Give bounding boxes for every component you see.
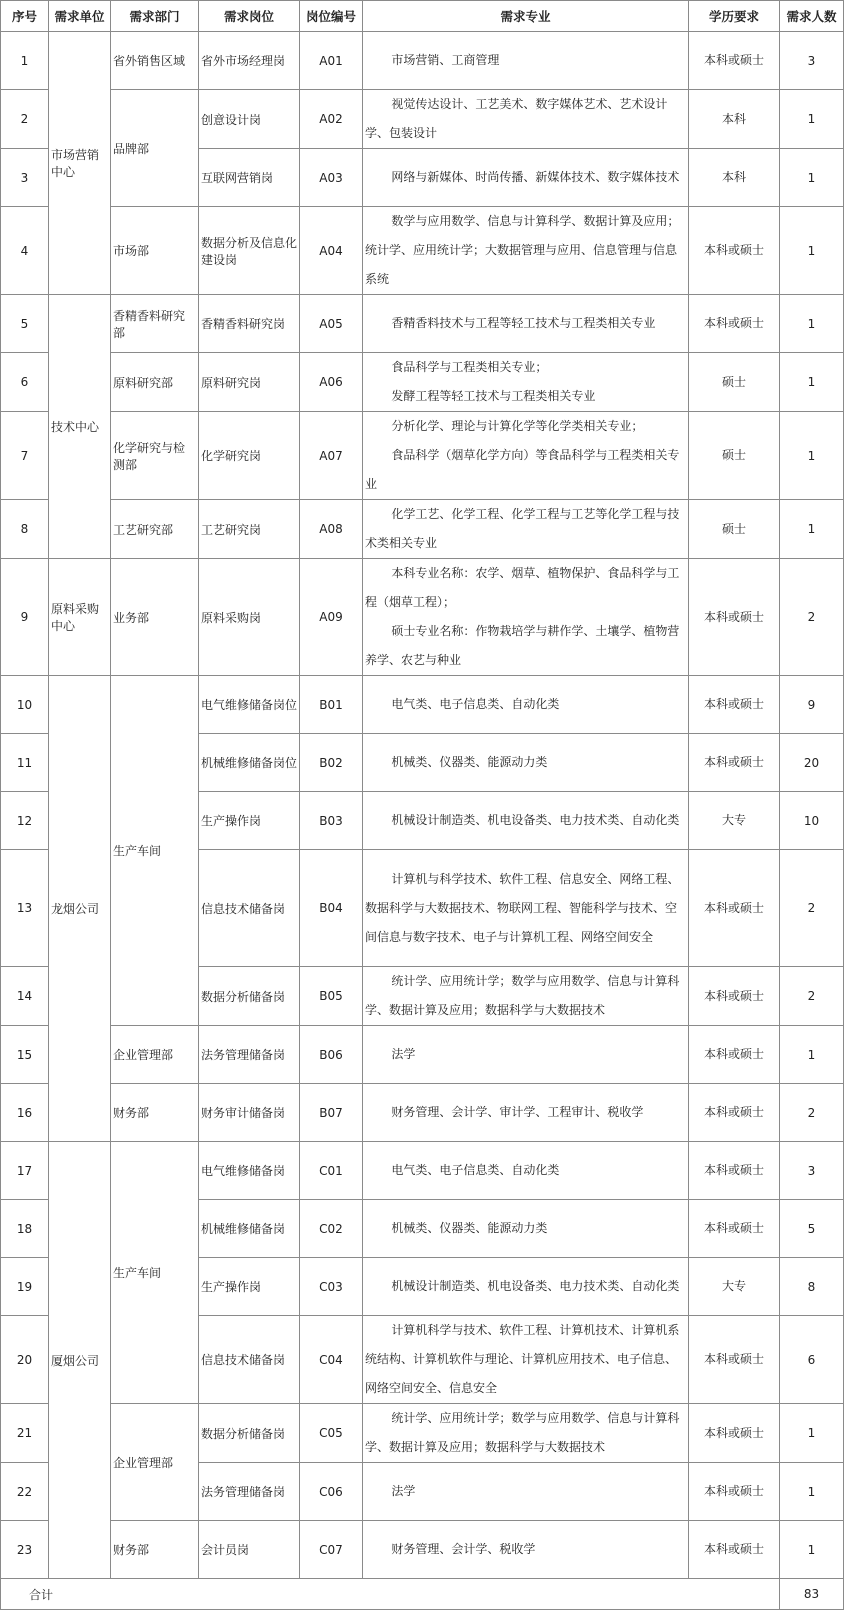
cell-major xyxy=(363,1258,689,1316)
cell-no: 6 xyxy=(1,353,49,412)
cell-code: C03 xyxy=(300,1258,363,1316)
cell-code: B01 xyxy=(300,676,363,734)
major-line: 电气类、电子信息类、自动化类 xyxy=(391,1163,560,1177)
cell-department: 业务部 xyxy=(111,559,199,676)
cell-post: 信息技术储备岗 xyxy=(199,850,300,967)
table-row xyxy=(1,90,844,149)
cell-code: A03 xyxy=(300,149,363,207)
header-post: 需求岗位 xyxy=(199,1,300,32)
cell-education: 本科或硕士 xyxy=(689,676,780,734)
cell-no: 20 xyxy=(1,1316,49,1404)
major-line: 机械类、仪器类、能源动力类 xyxy=(391,755,548,769)
cell-major xyxy=(363,850,689,967)
cell-code: B03 xyxy=(300,792,363,850)
table-row xyxy=(1,500,844,559)
cell-post: 法务管理储备岗 xyxy=(199,1026,300,1084)
cell-code: A09 xyxy=(300,559,363,676)
cell-unit: 厦烟公司 xyxy=(49,1142,111,1579)
cell-count: 9 xyxy=(780,676,844,734)
cell-education: 本科或硕士 xyxy=(689,1200,780,1258)
total-label: 合计 xyxy=(1,1579,780,1610)
cell-department: 化学研究与检测部 xyxy=(111,412,199,500)
major-line: 本科专业名称：农学、烟草、植物保护、食品科学与工程（烟草工程）； xyxy=(365,566,680,609)
cell-post: 数据分析储备岗 xyxy=(199,967,300,1026)
cell-education: 本科或硕士 xyxy=(689,1463,780,1521)
major-line: 香精香料技术与工程等轻工技术与工程类相关专业 xyxy=(391,316,656,330)
major-line: 化学工艺、化学工程、化学工程与工艺等化学工程与技术类相关专业 xyxy=(365,507,680,550)
header-unit: 需求单位 xyxy=(49,1,111,32)
table-row xyxy=(1,1142,844,1200)
cell-major xyxy=(363,1026,689,1084)
table-row xyxy=(1,32,844,90)
cell-code: C01 xyxy=(300,1142,363,1200)
cell-no: 1 xyxy=(1,32,49,90)
cell-no: 22 xyxy=(1,1463,49,1521)
cell-education: 硕士 xyxy=(689,500,780,559)
major-line: 财务管理、会计学、税收学 xyxy=(391,1542,536,1556)
cell-major xyxy=(363,90,689,149)
cell-department: 省外销售区域 xyxy=(111,32,199,90)
cell-count: 1 xyxy=(780,353,844,412)
major-line: 计算机与科学技术、软件工程、信息安全、网络工程、数据科学与大数据技术、物联网工程、智能科学与技术、空间信息与数字技术、电子与计算机工程、网络空间安全 xyxy=(365,871,680,944)
cell-department: 香精香料研究部 xyxy=(111,295,199,353)
cell-education: 本科 xyxy=(689,149,780,207)
cell-education: 大专 xyxy=(689,1258,780,1316)
major-line: 食品科学与工程类相关专业； xyxy=(391,360,548,374)
table-row xyxy=(1,353,844,412)
cell-education: 本科或硕士 xyxy=(689,967,780,1026)
cell-major xyxy=(363,149,689,207)
cell-major xyxy=(363,559,689,676)
table-row xyxy=(1,1026,844,1084)
cell-post: 会计员岗 xyxy=(199,1521,300,1579)
cell-post: 互联网营销岗 xyxy=(199,149,300,207)
major-line: 视觉传达设计、工艺美术、数字媒体艺术、艺术设计学、包装设计 xyxy=(365,97,668,140)
table-row xyxy=(1,207,844,295)
cell-code: A08 xyxy=(300,500,363,559)
major-line: 计算机科学与技术、软件工程、计算机技术、计算机系统结构、计算机软件与理论、计算机应用技术、电子信息、网络空间安全、信息安全 xyxy=(365,1323,680,1395)
total-row xyxy=(1,1579,844,1610)
major-line: 法学 xyxy=(391,1047,416,1061)
table-row xyxy=(1,1521,844,1579)
cell-major xyxy=(363,1084,689,1142)
cell-major xyxy=(363,412,689,500)
cell-major xyxy=(363,1200,689,1258)
cell-education: 本科或硕士 xyxy=(689,1142,780,1200)
table-row xyxy=(1,676,844,734)
cell-code: C04 xyxy=(300,1316,363,1404)
cell-department: 生产车间 xyxy=(111,1142,199,1404)
header-major: 需求专业 xyxy=(363,1,689,32)
cell-education: 本科或硕士 xyxy=(689,559,780,676)
cell-education: 本科或硕士 xyxy=(689,850,780,967)
cell-count: 2 xyxy=(780,559,844,676)
cell-post: 原料采购岗 xyxy=(199,559,300,676)
cell-no: 13 xyxy=(1,850,49,967)
cell-post: 省外市场经理岗 xyxy=(199,32,300,90)
cell-no: 15 xyxy=(1,1026,49,1084)
cell-no: 23 xyxy=(1,1521,49,1579)
header-no: 序号 xyxy=(1,1,49,32)
cell-no: 4 xyxy=(1,207,49,295)
major-line: 机械设计制造类、机电设备类、电力技术类、自动化类 xyxy=(391,1279,680,1293)
table-row xyxy=(1,1404,844,1463)
cell-no: 2 xyxy=(1,90,49,149)
cell-education: 本科 xyxy=(689,90,780,149)
cell-education: 本科或硕士 xyxy=(689,734,780,792)
cell-major xyxy=(363,1316,689,1404)
cell-post: 工艺研究岗 xyxy=(199,500,300,559)
major-line: 财务管理、会计学、审计学、工程审计、税收学 xyxy=(391,1105,644,1119)
cell-no: 21 xyxy=(1,1404,49,1463)
cell-major xyxy=(363,1521,689,1579)
cell-code: A04 xyxy=(300,207,363,295)
cell-count: 2 xyxy=(780,1084,844,1142)
total-count: 83 xyxy=(780,1579,844,1610)
cell-unit: 原料采购中心 xyxy=(49,559,111,676)
major-line: 电气类、电子信息类、自动化类 xyxy=(391,697,560,711)
cell-no: 12 xyxy=(1,792,49,850)
cell-education: 硕士 xyxy=(689,412,780,500)
cell-major xyxy=(363,1463,689,1521)
cell-major xyxy=(363,792,689,850)
major-line: 发酵工程等轻工技术与工程类相关专业 xyxy=(391,389,596,403)
cell-no: 17 xyxy=(1,1142,49,1200)
cell-department: 企业管理部 xyxy=(111,1404,199,1521)
table-row xyxy=(1,559,844,676)
cell-code: C05 xyxy=(300,1404,363,1463)
cell-no: 5 xyxy=(1,295,49,353)
cell-post: 信息技术储备岗 xyxy=(199,1316,300,1404)
major-line: 硕士专业名称：作物栽培学与耕作学、土壤学、植物营养学、农艺与种业 xyxy=(365,624,680,667)
cell-education: 本科或硕士 xyxy=(689,1026,780,1084)
cell-major xyxy=(363,353,689,412)
cell-major xyxy=(363,500,689,559)
table-row xyxy=(1,1084,844,1142)
cell-post: 香精香料研究岗 xyxy=(199,295,300,353)
cell-count: 1 xyxy=(780,1026,844,1084)
cell-code: B04 xyxy=(300,850,363,967)
cell-count: 20 xyxy=(780,734,844,792)
cell-no: 11 xyxy=(1,734,49,792)
cell-code: B07 xyxy=(300,1084,363,1142)
major-line: 食品科学（烟草化学方向）等食品科学与工程类相关专业 xyxy=(365,448,680,491)
cell-count: 1 xyxy=(780,90,844,149)
cell-education: 本科或硕士 xyxy=(689,207,780,295)
major-line: 数学与应用数学、信息与计算科学、数据计算及应用；统计学、应用统计学；大数据管理与应用、信息管理与信息系统 xyxy=(365,214,680,286)
cell-count: 3 xyxy=(780,32,844,90)
cell-count: 1 xyxy=(780,207,844,295)
cell-department: 市场部 xyxy=(111,207,199,295)
cell-education: 硕士 xyxy=(689,353,780,412)
cell-count: 8 xyxy=(780,1258,844,1316)
cell-post: 创意设计岗 xyxy=(199,90,300,149)
cell-major xyxy=(363,1404,689,1463)
cell-unit: 技术中心 xyxy=(49,295,111,559)
cell-count: 10 xyxy=(780,792,844,850)
cell-no: 14 xyxy=(1,967,49,1026)
cell-department: 财务部 xyxy=(111,1084,199,1142)
cell-count: 5 xyxy=(780,1200,844,1258)
cell-major xyxy=(363,207,689,295)
cell-count: 2 xyxy=(780,967,844,1026)
cell-code: A07 xyxy=(300,412,363,500)
cell-code: B05 xyxy=(300,967,363,1026)
cell-department: 品牌部 xyxy=(111,90,199,207)
cell-major xyxy=(363,967,689,1026)
cell-department: 原料研究部 xyxy=(111,353,199,412)
cell-code: A01 xyxy=(300,32,363,90)
cell-count: 1 xyxy=(780,1463,844,1521)
cell-code: C06 xyxy=(300,1463,363,1521)
major-line: 统计学、应用统计学；数学与应用数学、信息与计算科学、数据计算及应用；数据科学与大数据技术 xyxy=(365,974,680,1017)
cell-count: 3 xyxy=(780,1142,844,1200)
header-count: 需求人数 xyxy=(780,1,844,32)
cell-post: 原料研究岗 xyxy=(199,353,300,412)
cell-no: 19 xyxy=(1,1258,49,1316)
cell-count: 2 xyxy=(780,850,844,967)
header-department: 需求部门 xyxy=(111,1,199,32)
cell-count: 1 xyxy=(780,295,844,353)
cell-major xyxy=(363,734,689,792)
cell-education: 本科或硕士 xyxy=(689,32,780,90)
cell-department: 工艺研究部 xyxy=(111,500,199,559)
cell-code: A05 xyxy=(300,295,363,353)
cell-code: B02 xyxy=(300,734,363,792)
cell-post: 机械维修储备岗 xyxy=(199,1200,300,1258)
cell-education: 本科或硕士 xyxy=(689,1316,780,1404)
cell-no: 16 xyxy=(1,1084,49,1142)
major-line: 市场营销、工商管理 xyxy=(391,53,500,67)
cell-department: 企业管理部 xyxy=(111,1026,199,1084)
cell-code: A06 xyxy=(300,353,363,412)
cell-code: C02 xyxy=(300,1200,363,1258)
table-row xyxy=(1,295,844,353)
major-line: 统计学、应用统计学；数学与应用数学、信息与计算科学、数据计算及应用；数据科学与大数据技术 xyxy=(365,1411,680,1454)
cell-education: 本科或硕士 xyxy=(689,1404,780,1463)
cell-count: 1 xyxy=(780,500,844,559)
cell-post: 法务管理储备岗 xyxy=(199,1463,300,1521)
cell-education: 本科或硕士 xyxy=(689,1521,780,1579)
cell-unit: 市场营销中心 xyxy=(49,32,111,295)
cell-major xyxy=(363,1142,689,1200)
cell-no: 8 xyxy=(1,500,49,559)
header-code: 岗位编号 xyxy=(300,1,363,32)
cell-major xyxy=(363,676,689,734)
major-line: 网络与新媒体、时尚传播、新媒体技术、数字媒体技术 xyxy=(391,170,680,184)
cell-code: B06 xyxy=(300,1026,363,1084)
cell-education: 本科或硕士 xyxy=(689,295,780,353)
cell-count: 1 xyxy=(780,1404,844,1463)
cell-code: A02 xyxy=(300,90,363,149)
cell-count: 6 xyxy=(780,1316,844,1404)
cell-post: 数据分析及信息化建设岗 xyxy=(199,207,300,295)
cell-no: 7 xyxy=(1,412,49,500)
major-line: 法学 xyxy=(391,1484,416,1498)
major-line: 机械设计制造类、机电设备类、电力技术类、自动化类 xyxy=(391,813,680,827)
cell-post: 数据分析储备岗 xyxy=(199,1404,300,1463)
cell-unit: 龙烟公司 xyxy=(49,676,111,1142)
cell-post: 化学研究岗 xyxy=(199,412,300,500)
table-row xyxy=(1,412,844,500)
cell-no: 9 xyxy=(1,559,49,676)
cell-count: 1 xyxy=(780,149,844,207)
cell-post: 电气维修储备岗 xyxy=(199,1142,300,1200)
cell-department: 财务部 xyxy=(111,1521,199,1579)
cell-post: 财务审计储备岗 xyxy=(199,1084,300,1142)
cell-major xyxy=(363,295,689,353)
cell-count: 1 xyxy=(780,1521,844,1579)
cell-post: 电气维修储备岗位 xyxy=(199,676,300,734)
major-line: 分析化学、理论与计算化学等化学类相关专业； xyxy=(391,419,644,433)
cell-no: 3 xyxy=(1,149,49,207)
cell-no: 18 xyxy=(1,1200,49,1258)
cell-post: 生产操作岗 xyxy=(199,792,300,850)
cell-major xyxy=(363,32,689,90)
cell-post: 生产操作岗 xyxy=(199,1258,300,1316)
cell-education: 大专 xyxy=(689,792,780,850)
cell-no: 10 xyxy=(1,676,49,734)
cell-education: 本科或硕士 xyxy=(689,1084,780,1142)
header-education: 学历要求 xyxy=(689,1,780,32)
cell-department: 生产车间 xyxy=(111,676,199,1026)
table-body xyxy=(1,32,844,1610)
cell-code: C07 xyxy=(300,1521,363,1579)
cell-count: 1 xyxy=(780,412,844,500)
cell-post: 机械维修储备岗位 xyxy=(199,734,300,792)
major-line: 机械类、仪器类、能源动力类 xyxy=(391,1221,548,1235)
header-row xyxy=(1,1,844,32)
